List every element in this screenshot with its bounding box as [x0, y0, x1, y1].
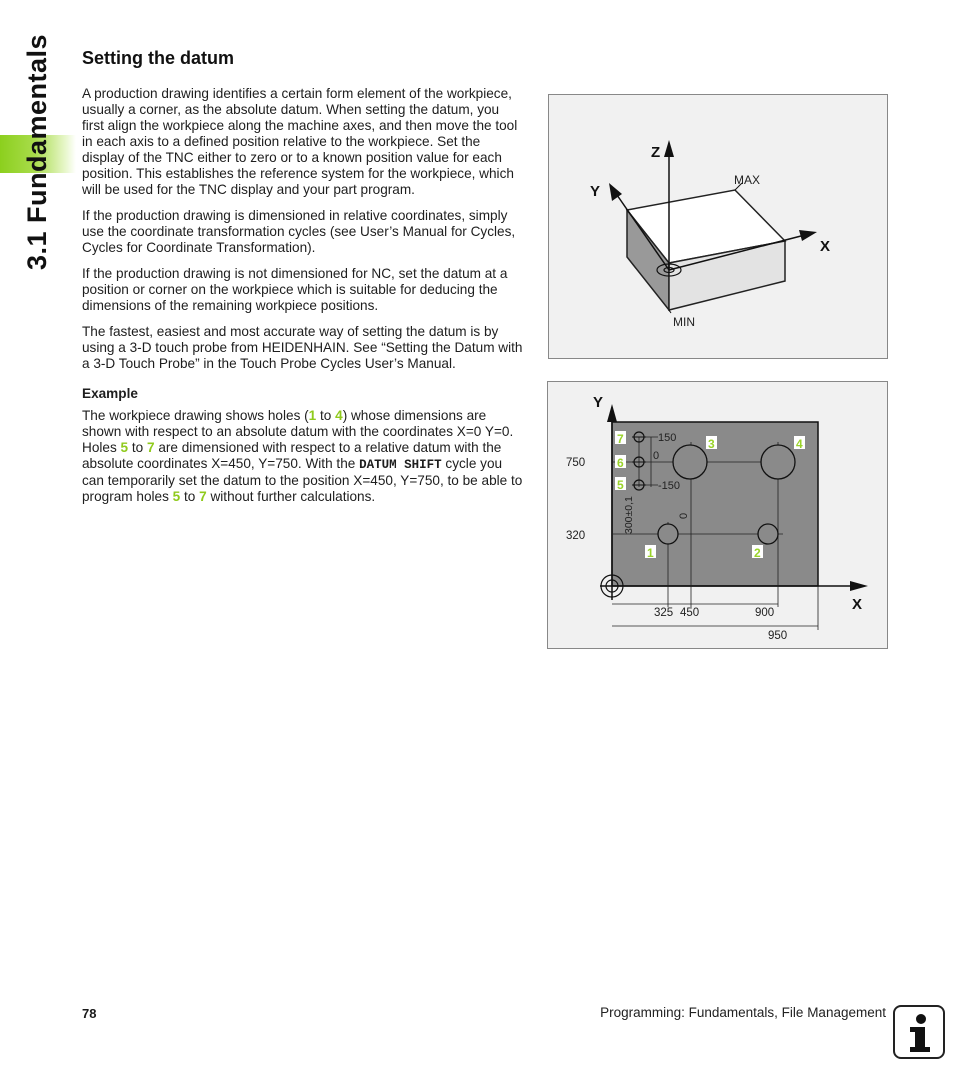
- z-axis-arrow: [664, 140, 674, 157]
- min-label: MIN: [673, 315, 695, 329]
- text-run: without further calculations.: [206, 489, 376, 504]
- text-run: cycle you can temporarily set the datum to the position X=450, Y=750, to be able to program holes: [82, 456, 523, 504]
- figure-hole-plate-drawing: [548, 382, 887, 648]
- text-run: are dimensioned with respect to a relative datum with the absolute coordinates X=450, Y=750. With the: [82, 440, 502, 471]
- y-axis-label: Y: [590, 183, 601, 200]
- hole-ref: 5: [120, 440, 129, 455]
- x-axis-arrow: [799, 230, 817, 241]
- text-run: to: [316, 408, 336, 423]
- dim-label-x950: 950: [768, 630, 788, 642]
- text-run: to: [180, 489, 200, 504]
- z-axis-label: Z: [651, 144, 661, 161]
- hole-label-2: 2: [754, 546, 761, 560]
- hole-label-3: 3: [708, 437, 715, 451]
- hole-4: [761, 445, 795, 479]
- chapter-title: 3.1 Fundamentals: [22, 33, 52, 270]
- figure-3d-datum: [548, 94, 888, 359]
- section-title: Setting the datum: [82, 48, 234, 68]
- hole-label-5: 5: [617, 478, 624, 492]
- body-text: [82, 86, 524, 515]
- hole-label-7: 7: [617, 432, 624, 446]
- hole-ref: 7: [199, 489, 207, 504]
- paragraph-touch-probe: The fastest, easiest and most accurate way of setting the datum is by using a 3-D touch probe from HEIDENHAIN. See “Setting the Datum with a 3-D Touch Probe” in the Touch Probe Cycles User’s Manual.: [82, 324, 523, 371]
- hole-ref: 7: [146, 440, 155, 455]
- hole-label-6: 6: [617, 456, 624, 470]
- example-heading: Example: [82, 386, 138, 401]
- info-icon-glyph: [895, 1007, 943, 1057]
- hole-label-1: 1: [647, 546, 654, 560]
- x-axis-label: X: [820, 238, 831, 255]
- dim-label-rel-150: 150: [658, 432, 677, 444]
- dim-label-x900: 900: [755, 607, 775, 619]
- paragraph-relative-coordinates: If the production drawing is dimensioned in relative coordinates, simply use the coordinate transformation cycles (see User’s Manual for Cycles, Cycles for Coordinate Transformation).: [82, 208, 516, 255]
- y-axis-arrow: [607, 404, 617, 422]
- dim-label-x325: 325: [654, 607, 674, 619]
- hole-ref: 4: [335, 408, 343, 423]
- figure-3d-datum-drawing: [549, 95, 887, 358]
- code-datum-shift: DATUM SHIFT: [359, 458, 442, 472]
- info-icon: [893, 1005, 945, 1059]
- paragraph-not-nc: If the production drawing is not dimensioned for NC, set the datum at a position or corner on the workpiece which is suitable for deducing the dimensions of the remaining workpiece positions.: [82, 266, 508, 313]
- footer-title: Programming: Fundamentals, File Management: [600, 1005, 886, 1020]
- hole-2: [758, 524, 778, 544]
- x-axis-label: X: [852, 596, 863, 613]
- dim-label-rel-0: 0: [653, 450, 660, 462]
- dim-label-y320: 320: [566, 530, 586, 542]
- max-label: MAX: [734, 173, 761, 187]
- y-axis-label: Y: [593, 394, 604, 411]
- figure-hole-plate: [547, 381, 888, 649]
- dim-label-tolerance: 300±0,1: [623, 496, 635, 534]
- page-number: 78: [82, 1006, 97, 1021]
- dim-label-x450: 450: [680, 607, 700, 619]
- x-axis-arrow: [850, 581, 868, 591]
- dim-label-y750: 750: [566, 457, 586, 469]
- paragraph-datum-intro: A production drawing identifies a certain form element of the workpiece, usually a corner, as the absolute datum. When setting the datum, you first align the workpiece along the machine axes, and then move the tool in each axis to a defined position relative to the workpiece. Set the display of the TNC either to zero or to a known position value for each position. This establishes the reference system for the workpiece, which will be used for the TNC display and your part program.: [82, 86, 518, 197]
- dim-label-rel-minus150: -150: [658, 480, 681, 492]
- hole-1: [658, 524, 678, 544]
- dim-label-rel-x0: 0: [678, 512, 690, 519]
- text-run: to: [128, 440, 147, 455]
- hole-3: [673, 445, 707, 479]
- paragraph-example: [82, 408, 524, 505]
- text-run: ) whose dimensions are shown with respect to an absolute datum with the coordinates X=0 Y=0. Holes: [82, 408, 514, 455]
- text-run: The workpiece drawing shows holes (: [82, 408, 309, 423]
- hole-ref: 1: [308, 408, 317, 423]
- hole-ref: 5: [172, 489, 181, 504]
- hole-label-4: 4: [796, 437, 803, 451]
